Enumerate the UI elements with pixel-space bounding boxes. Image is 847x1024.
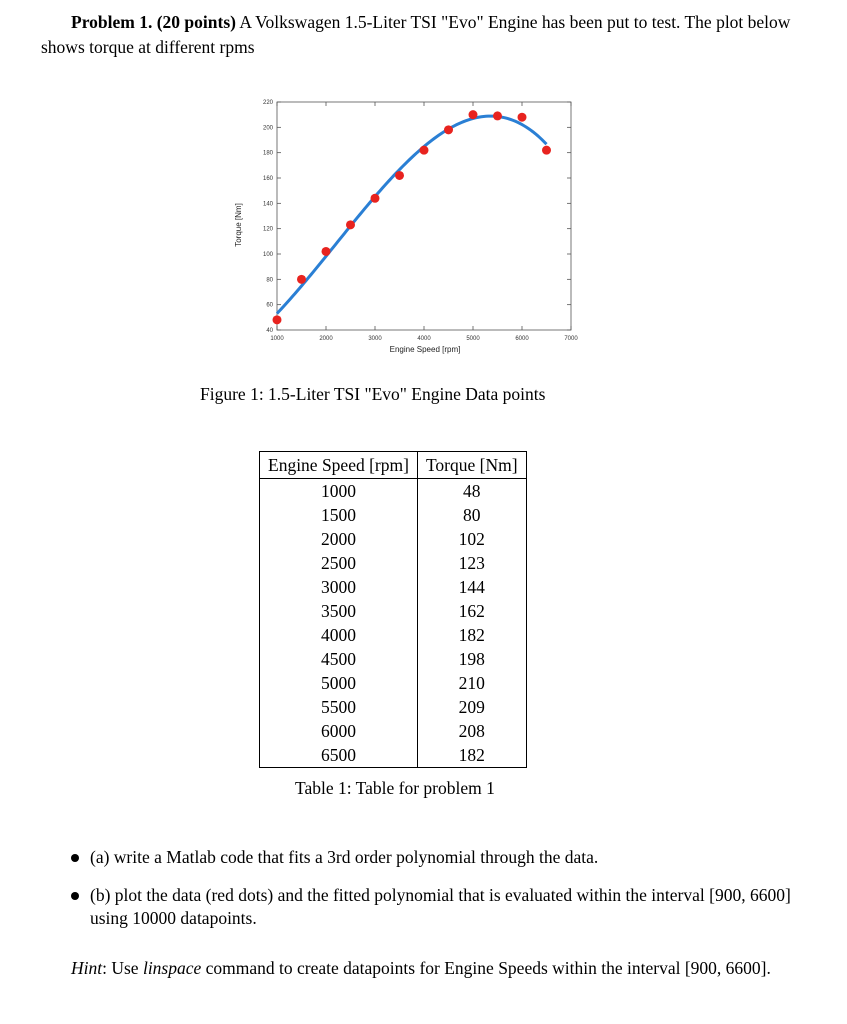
cell-torque: 144: [458, 576, 485, 597]
cell-engine-speed: 4000: [260, 623, 418, 647]
task-list: [60, 846, 800, 945]
hint-label: Hint: [71, 958, 103, 978]
x-tick-label: 3000: [368, 336, 382, 342]
x-tick-label: 7000: [564, 336, 578, 342]
table-row: [260, 695, 527, 719]
hint-paragraph: [41, 956, 801, 980]
data-point: [371, 194, 380, 203]
problem-text: A Volkswagen 1.5-Liter TSI "Evo" Engine has been put to test. The plot below shows torque at different rpms: [41, 12, 791, 57]
table-row: [260, 503, 527, 527]
y-tick-label: 160: [262, 176, 273, 182]
cell-engine-speed: 5500: [260, 695, 418, 719]
cell-torque: 208: [458, 720, 485, 741]
bullet-icon: [71, 854, 79, 862]
y-tick-label: 200: [262, 125, 273, 132]
cell-engine-speed: 5000: [260, 671, 418, 695]
bullet-icon: [71, 892, 79, 900]
cell-torque: 182: [458, 744, 485, 765]
cell-engine-speed: 3000: [260, 575, 418, 599]
data-point: [518, 113, 527, 122]
table-row: [260, 743, 527, 768]
cell-engine-speed: 6500: [260, 743, 418, 768]
table-row: [260, 479, 527, 504]
y-tick-label: 180: [262, 150, 273, 157]
task-item-b: [60, 884, 800, 930]
hint-post: command to create datapoints for Engine Speeds within the interval [900, 6600].: [201, 958, 771, 978]
task-text-b: (b) plot the data (red dots) and the fitted polynomial that is evaluated within the interval [900, 6600] using 10000 datapoints.: [90, 885, 791, 928]
cell-engine-speed: 4500: [260, 647, 418, 671]
cell-engine-speed: 3500: [260, 599, 418, 623]
data-point: [420, 146, 429, 155]
figure-caption: Figure 1: 1.5-Liter TSI "Evo" Engine Data points: [200, 384, 546, 404]
cell-torque: 162: [458, 600, 485, 621]
y-tick-label: 60: [266, 302, 273, 309]
x-tick-label: 6000: [515, 336, 529, 342]
cell-torque: 210: [458, 672, 485, 693]
cell-torque: 182: [458, 624, 485, 645]
problem-points: (20 points): [156, 12, 236, 32]
data-point: [322, 247, 331, 256]
cell-engine-speed: 1500: [260, 503, 418, 527]
table-row: [260, 527, 527, 551]
data-point: [469, 110, 478, 119]
y-tick-label: 40: [266, 328, 273, 334]
data-point: [346, 220, 355, 229]
x-tick-label: 2000: [319, 336, 333, 342]
y-tick-label: 220: [262, 100, 273, 106]
hint-pre: : Use: [102, 958, 143, 978]
table-header-speed: Engine Speed [rpm]: [260, 452, 418, 479]
table-row: [260, 575, 527, 599]
x-tick-label: 5000: [466, 336, 480, 342]
task-text-a: (a) write a Matlab code that fits a 3rd order polynomial through the data.: [90, 847, 599, 867]
table-row: [260, 647, 527, 671]
cell-torque: 80: [462, 504, 481, 525]
y-axis-label: Torque [Nm]: [234, 203, 243, 247]
y-tick-label: 80: [266, 277, 273, 284]
data-point: [395, 171, 404, 180]
table-caption: Table 1: Table for problem 1: [295, 778, 495, 798]
task-item-a: [60, 846, 800, 869]
cell-torque: 123: [458, 552, 485, 573]
torque-chart: [225, 90, 585, 365]
table-row: [260, 623, 527, 647]
data-table: [259, 451, 527, 768]
cell-engine-speed: 1000: [260, 479, 418, 504]
data-point: [493, 111, 502, 120]
x-tick-label: 4000: [417, 336, 431, 342]
data-point: [273, 315, 282, 324]
table-row: [260, 719, 527, 743]
cell-torque: 198: [458, 648, 485, 669]
table-row: [260, 671, 527, 695]
table-row: [260, 599, 527, 623]
fit-curve: [277, 116, 547, 313]
data-point: [444, 125, 453, 134]
cell-torque: 102: [458, 528, 485, 549]
plot-frame: [277, 102, 571, 330]
y-tick-label: 140: [262, 201, 273, 208]
data-point: [297, 275, 306, 284]
cell-engine-speed: 6000: [260, 719, 418, 743]
data-point: [542, 146, 551, 155]
x-axis-label: Engine Speed [rpm]: [389, 345, 461, 354]
y-tick-label: 100: [262, 252, 273, 258]
hint-command: linspace: [142, 958, 202, 978]
problem-label: Problem 1.: [71, 12, 153, 32]
problem-statement: [41, 10, 801, 60]
table-header-torque: Torque [Nm]: [417, 452, 526, 479]
cell-engine-speed: 2500: [260, 551, 418, 575]
table-row: [260, 551, 527, 575]
cell-torque: 209: [458, 696, 485, 717]
x-tick-label: 1000: [270, 336, 284, 342]
cell-torque: 48: [462, 480, 481, 501]
cell-engine-speed: 2000: [260, 527, 418, 551]
y-tick-label: 120: [262, 226, 273, 233]
